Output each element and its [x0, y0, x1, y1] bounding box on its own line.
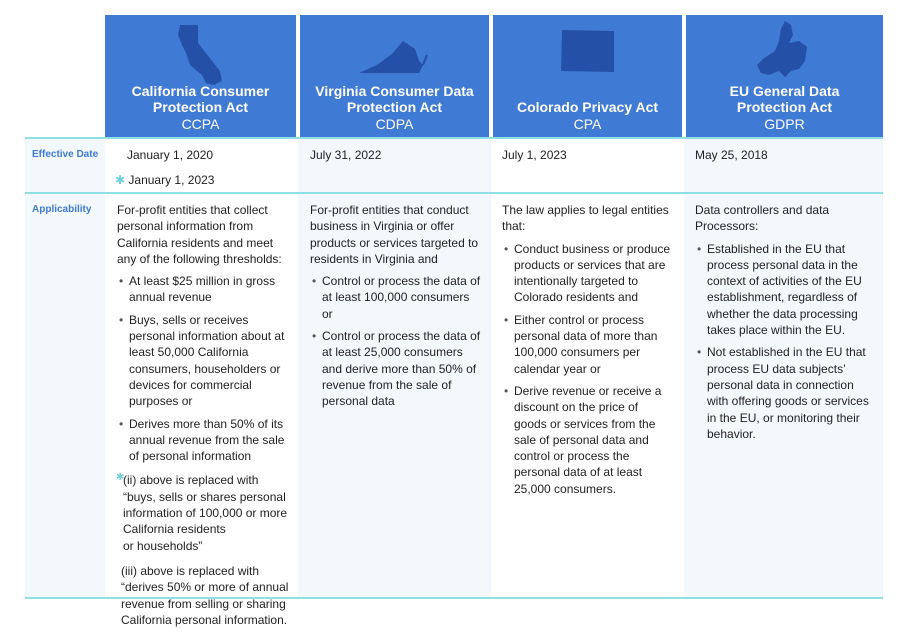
- gdpr-applicability: [695, 202, 873, 448]
- intro: Data controllers and data Processors:: [695, 203, 830, 234]
- header-cdpa: [300, 15, 489, 138]
- list-item: • Derives more than 50% of its annual revenue from the sale of personal information: [117, 416, 292, 465]
- asterisk-icon: ✱: [115, 173, 126, 188]
- list-item: • Established in the EU that process personal data in the context of activities of the EU establishment, regardless of whether the data processing takes place within the EU.: [695, 241, 873, 339]
- divider: [25, 137, 883, 139]
- header-title: EU General Data Protection Act: [729, 82, 840, 115]
- gdpr-effective-date: May 25, 2018: [695, 148, 768, 162]
- list-item: • Conduct business or produce products or services that are intentionally targeted to Colorado residents and: [502, 241, 674, 306]
- cpa-effective-date: July 1, 2023: [502, 148, 567, 162]
- cpa-applicability: [502, 202, 674, 503]
- intro: For-profit entities that collect personal information from California residents and meet any of the following thresholds:: [117, 203, 282, 266]
- date-value: January 1, 2023: [128, 173, 215, 188]
- amendment-note: (iii) above is replaced with “derives 50% or more of annual revenue from selling or sharing California personal information.: [121, 563, 289, 627]
- asterisk-icon: ✱: [116, 472, 125, 484]
- cdpa-effective-date: July 31, 2022: [310, 148, 382, 162]
- ccpa-effective-date: [115, 147, 215, 189]
- list-item: • Not established in the EU that process EU data subjects’ personal data in connection with offering goods or services in the EU, or monitoring their behavior.: [695, 344, 873, 442]
- california-map-icon: [176, 23, 226, 87]
- cdpa-applicability: [310, 202, 482, 416]
- intro: The law applies to legal entities that:: [502, 203, 669, 234]
- list-item: • Buys, sells or receives personal information about at least 50,000 California consumers, householders or devices for commercial purposes or: [117, 312, 292, 410]
- list-item: • At least $25 million in gross annual revenue: [117, 273, 292, 306]
- list-item: • Either control or process personal data of more than 100,000 consumers per calendar year or: [502, 312, 674, 377]
- list-item: • Derive revenue or receive a discount on the price of goods or services from the sale of personal data and control or process the personal data of at least 25,000 consumers.: [502, 383, 674, 497]
- header-abbr: CPA: [573, 115, 602, 132]
- intro: For-profit entities that conduct business in Virginia or offer products or services targeted to residents in Virginia and: [310, 203, 479, 266]
- virginia-map-icon: [357, 35, 433, 75]
- row-label-effective-date: Effective Date: [32, 149, 99, 160]
- date-value: January 1, 2020: [127, 148, 214, 162]
- header-title: California Consumer Protection Act: [131, 82, 270, 115]
- header-cpa: [493, 15, 682, 138]
- europe-map-icon: [755, 21, 815, 81]
- row-label-applicability: Applicability: [32, 204, 92, 215]
- header-abbr: CDPA: [375, 115, 414, 132]
- header-abbr: CCPA: [181, 115, 220, 132]
- divider: [25, 192, 883, 194]
- header-gdpr: [686, 15, 883, 138]
- header-title: Colorado Privacy Act: [516, 99, 659, 115]
- list-item: • Control or process the data of at least 100,000 consumers or: [310, 273, 482, 322]
- header-title: Virginia Consumer Data Protection Act: [315, 82, 474, 115]
- amendment-note: [117, 472, 292, 553]
- colorado-map-icon: [561, 30, 615, 72]
- amended-date: [115, 172, 214, 188]
- header-ccpa: [105, 15, 296, 138]
- list-item: • Control or process the data of at least 25,000 consumers and derive more than 50% of revenue from the sale of personal data: [310, 328, 482, 409]
- ccpa-applicability: [117, 202, 292, 628]
- note-text: (ii) above is replaced with “buys, sells or shares personal information of 100,000 or more California residents or households”: [123, 473, 288, 553]
- header-abbr: GDPR: [764, 115, 805, 132]
